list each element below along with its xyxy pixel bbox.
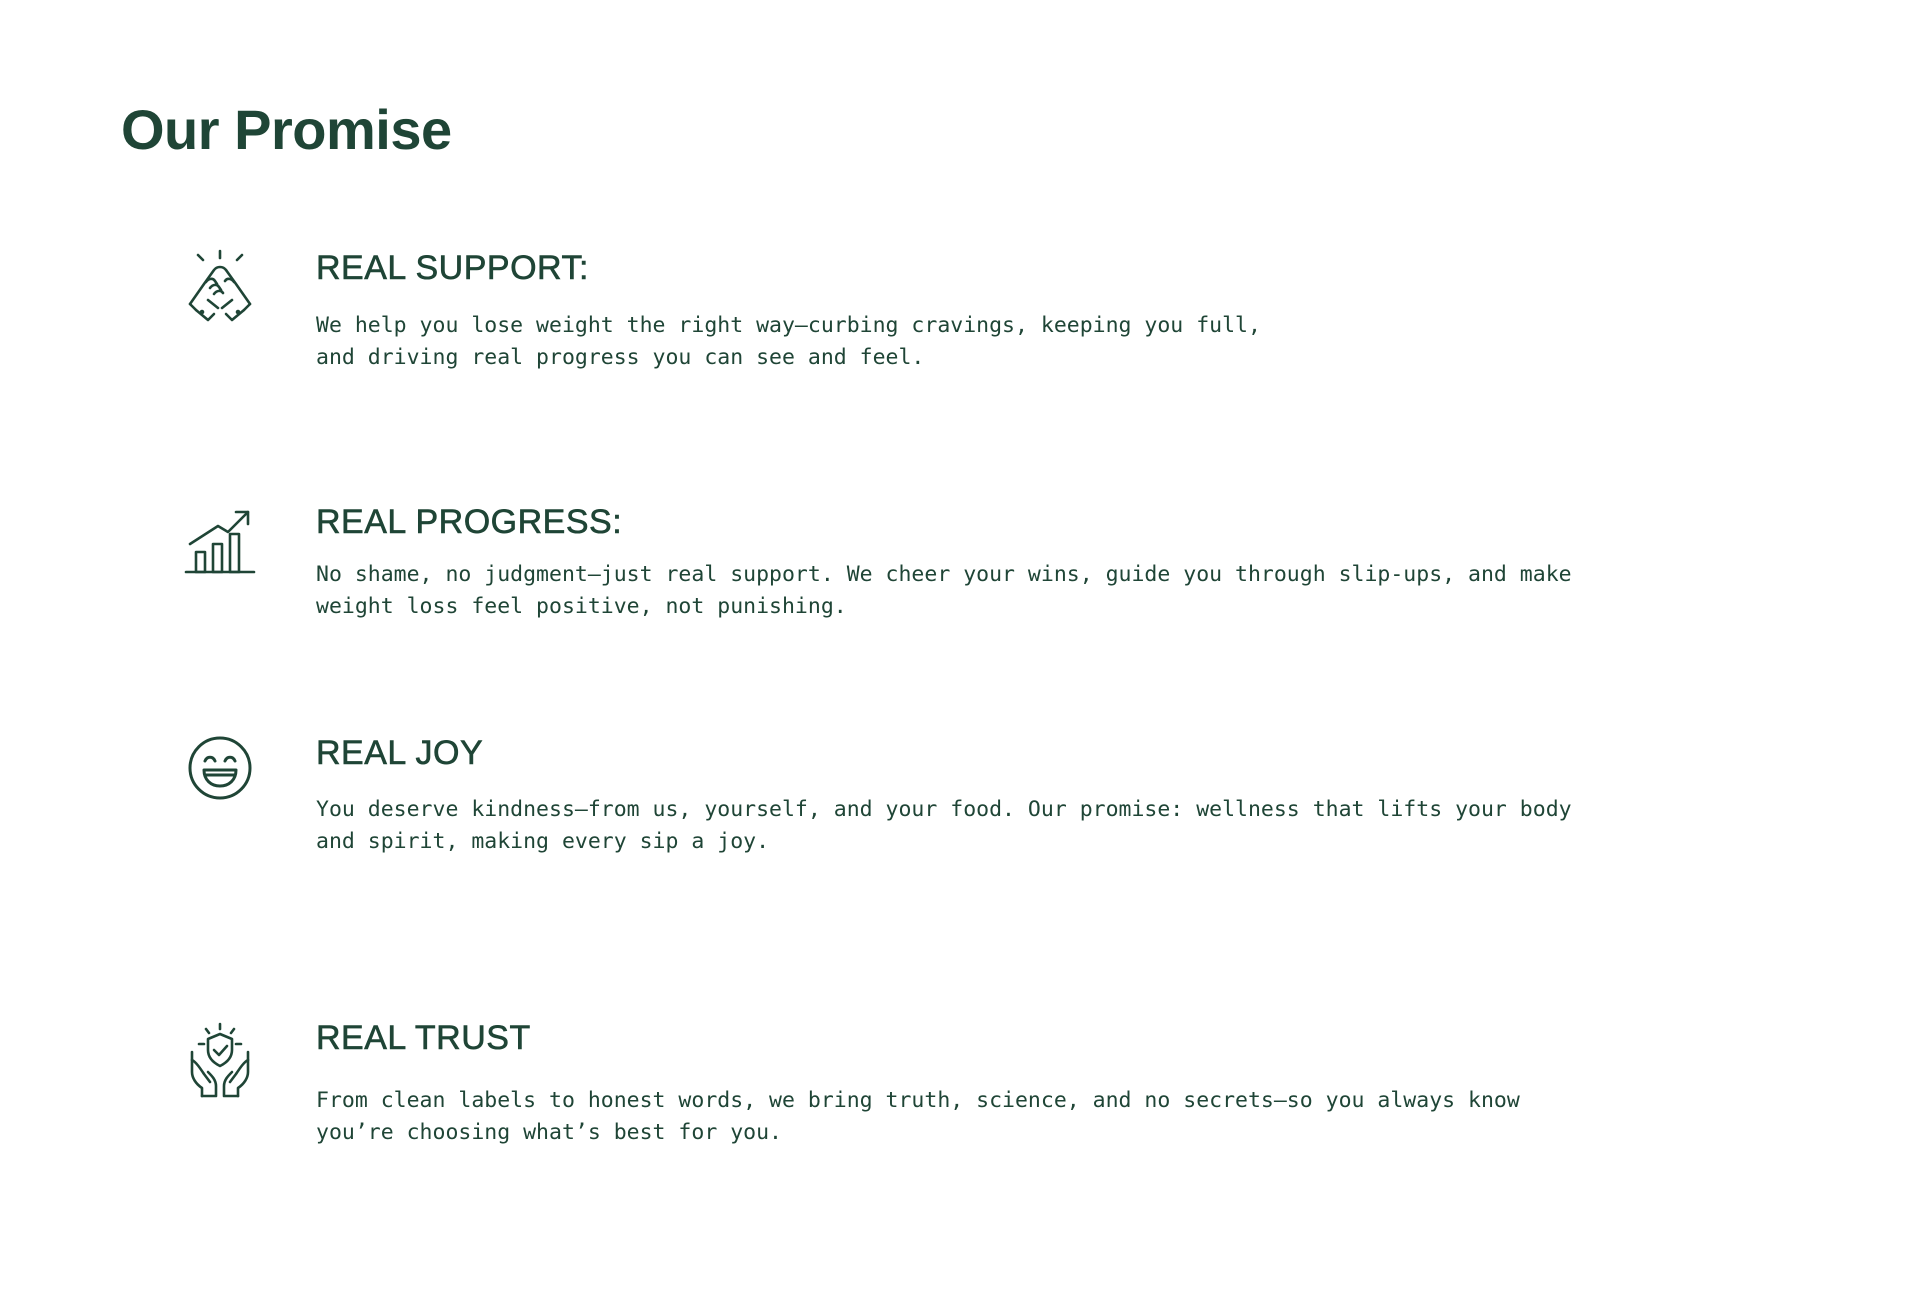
hands-shield-icon xyxy=(182,1022,258,1098)
promise-description: We help you lose weight the right way—curbing cravings, keeping you full, and driving real progress you can see and feel. xyxy=(316,313,1261,370)
smiley-face-icon xyxy=(182,730,258,806)
promise-description: You deserve kindness—from us, yourself, and your food. Our promise: wellness that lifts your body and spirit, making every sip a joy. xyxy=(316,797,1572,854)
promise-description: From clean labels to honest words, we bring truth, science, and no secrets—so you always know you’re choosing what’s best for you. xyxy=(316,1088,1520,1145)
growth-chart-icon xyxy=(182,502,258,578)
promise-heading: REAL PROGRESS: xyxy=(316,503,623,541)
promise-heading: REAL JOY xyxy=(316,734,484,772)
page-title: Our Promise xyxy=(121,98,452,161)
promise-heading: REAL SUPPORT: xyxy=(316,249,589,287)
promise-description: No shame, no judgment—just real support. We cheer your wins, guide you through slip-ups, and make weight loss feel positive, not punishing. xyxy=(316,562,1572,619)
promise-heading: REAL TRUST xyxy=(316,1019,531,1057)
high-five-icon xyxy=(182,248,258,324)
